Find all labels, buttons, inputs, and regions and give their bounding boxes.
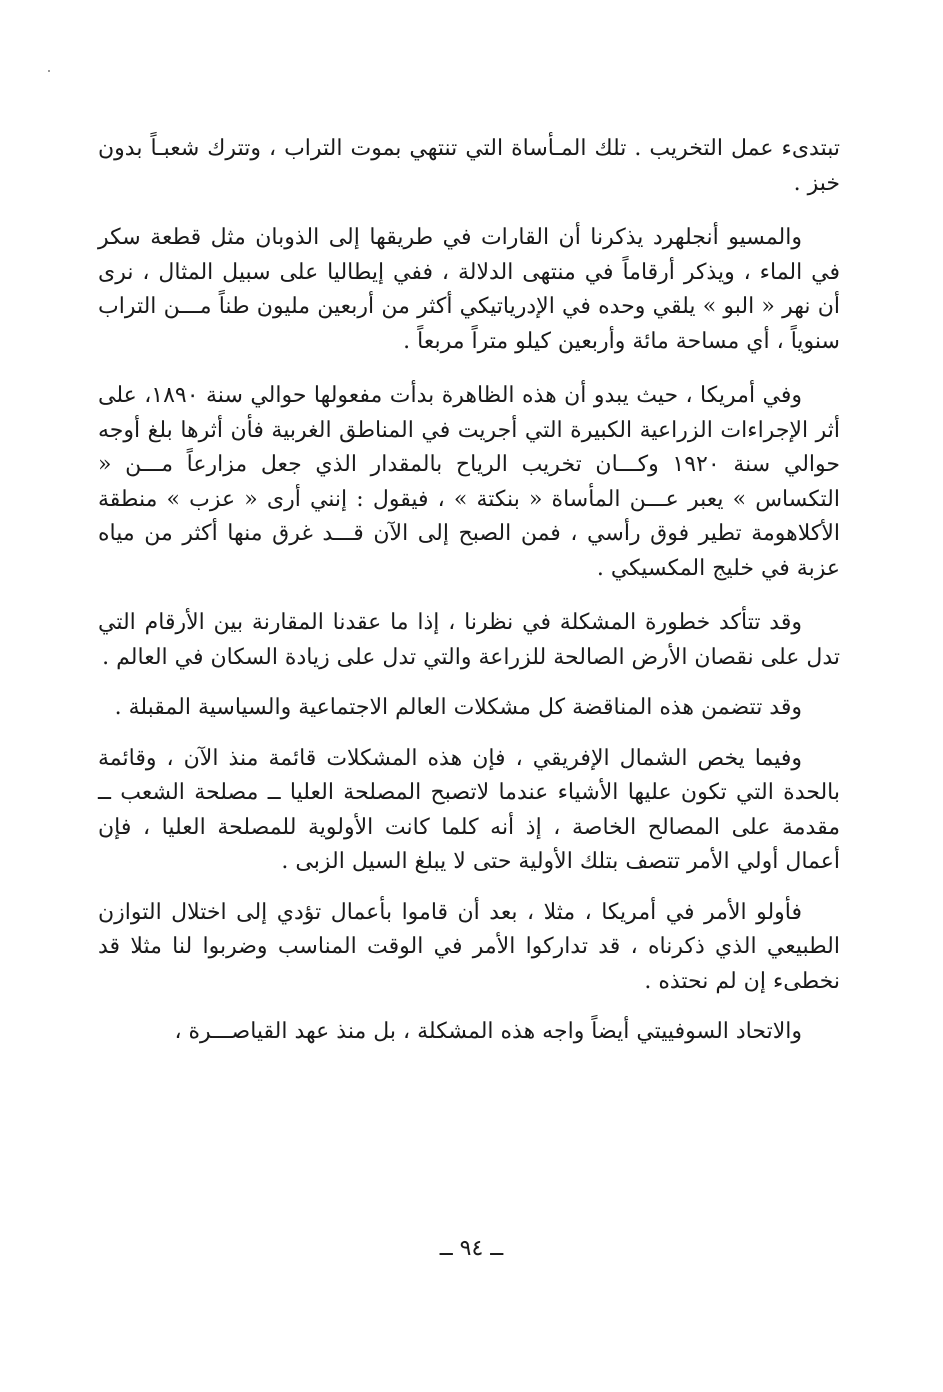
paragraph-engelhard: والمسيو أنجلهرد يذكرنا أن القارات في طريقها إلى الذوبان مثل قطعة سكر في الماء ، ويذكر أرقاماً في منتهى الدلالة ، ففي إيطاليا على سبيل المثال ، نرى أن نهر « البو » يلقي وحده في الإدرياتيكي أكثر من أربعين مليون طناً مـــن التراب سنوياً ، أي مساحة مائة وأربعين كيلو متراً مربعاً . <box>98 225 840 354</box>
paragraph-america: وفي أمريكا ، حيث يبدو أن هذه الظاهرة بدأت مفعولها حوالي سنة ١٨٩٠، على أثر الإجراءات الزراعية الكبيرة التي أجريت في المناطق الغربية فأن أثرها بلغ أوجه حوالي سنة ١٩٢٠ وكـــان تخريب الرياح بالمقدار الذي جعل مزارعاً مـــن « التكساس » يعبر عـــن المأساة « بنكتة » ، فيقول : إنني أرى « عزب » منطقة الأكلاهومة تطير فوق رأسي ، فمن الصبح إلى الآن قـــد غرق منها أكثر من مياه عزبة في خليج المكسيكي . <box>98 383 840 581</box>
paragraph-north-africa: وفيما يخص الشمال الإفريقي ، فإن هذه المشكلات قائمة منذ الآن ، وقائمة بالحدة التي تكون عليها الأشياء عندما لاتصبح المصلحة العليا ــ مصلحة الشعب ــ مقدمة على المصالح الخاصة ، إذ أنه كلما كانت الأولوية للمصلحة العليا ، فإن أعمال أولي الأمر تتصف بتلك الأولية حتى لا يبلغ السيل الزبى . <box>98 745 840 874</box>
scan-speck <box>48 70 50 72</box>
page-body <box>98 132 840 1050</box>
paragraph-soviet: والاتحاد السوفييتي أيضاً واجه هذه المشكلة ، بل منذ عهد القياصـــرة ، <box>174 1019 802 1044</box>
paragraph-danger: وقد تتأكد خطورة المشكلة في نظرنا ، إذا ما عقدنا المقارنة بين الأرقام التي تدل على نقصان الأرض الصالحة للزراعة والتي تدل على زيادة السكان في العالم . <box>98 610 840 670</box>
paragraph-contradiction: وقد تتضمن هذه المناقضة كل مشكلات العالم الاجتماعية والسياسية المقبلة . <box>114 695 802 720</box>
paragraph-continuation: تبتدىء عمل التخريب . تلك المـأساة التي تنتهي بموت التراب ، وتترك شعبـاً بدون خبز . <box>98 136 840 196</box>
paragraph-authorities: فأولو الأمر في أمريكا ، مثلا ، بعد أن قاموا بأعمال تؤدي إلى اختلال التوازن الطبيعي الذي ذكرناه ، قد تداركوا الأمر في الوقت المناسب وضربوا لنا مثلا قد نخطىء إن لم نحتذه . <box>98 899 840 994</box>
page-number: ــ ٩٤ ــ <box>439 1236 504 1261</box>
